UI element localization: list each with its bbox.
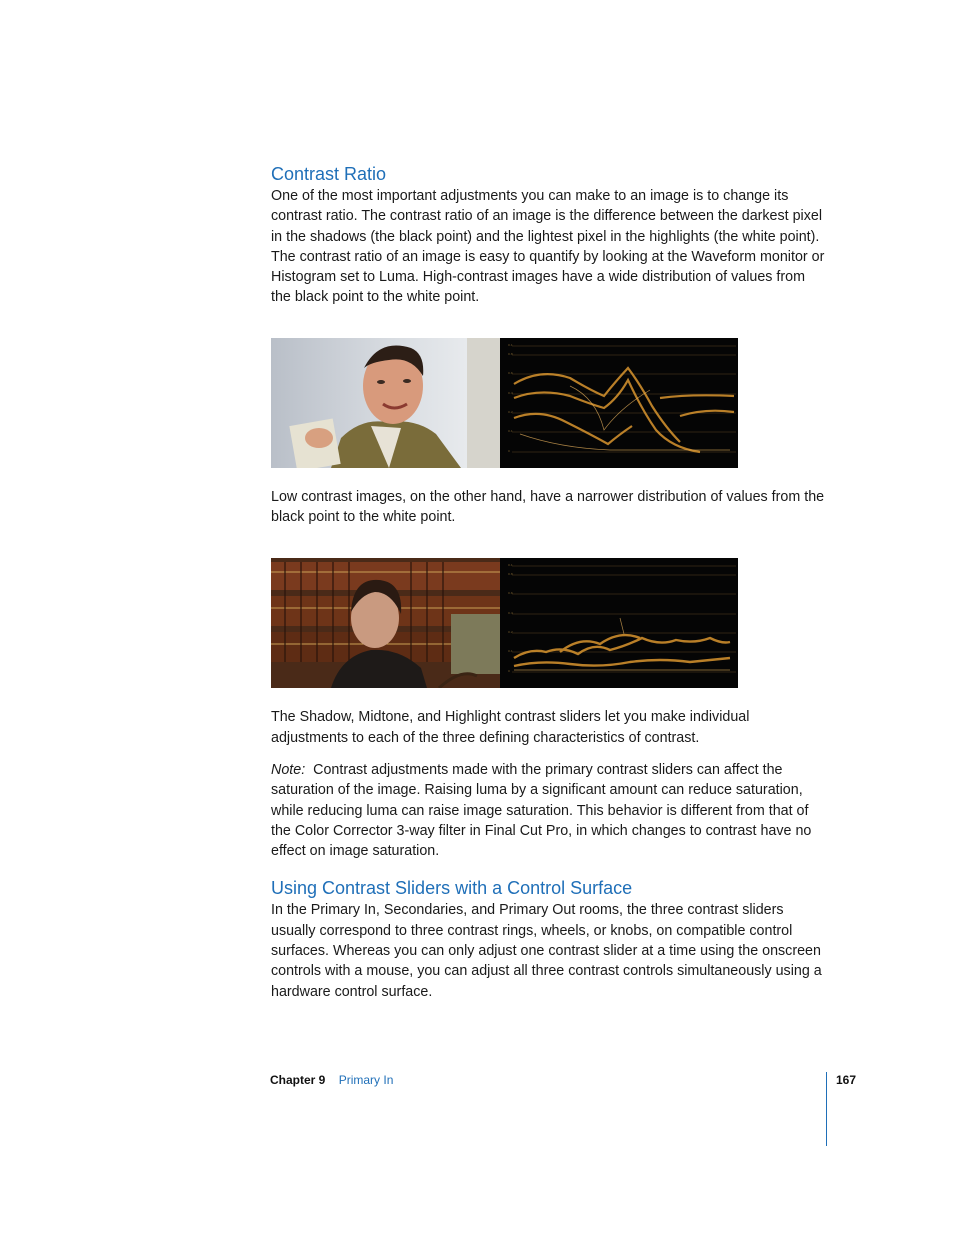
page-content	[271, 162, 827, 1002]
footer-section-link[interactable]: Primary In	[338, 1073, 394, 1087]
waveform-graph	[500, 338, 738, 468]
low-contrast-figure	[271, 558, 738, 688]
contrast-ratio-paragraph: One of the most important adjustments you can make to an image is to change its contrast ratio. The contrast ratio of an image is the difference between the darkest pixel in the shadows (the black point) and the lightest pixel in the highlights (the white point). The contrast ratio of an image is easy to quantify by looking at the Waveform monitor or Histogram set to Luma. High-contrast images have a wide distribution of values from the black point to the white point.	[271, 188, 825, 306]
high-contrast-figure	[271, 338, 738, 468]
svg-text:0.8: 0.8	[508, 351, 513, 356]
sliders-paragraph: The Shadow, Midtone, and Highlight contrast sliders let you make individual adjustments to each of the three defining characteristics of contrast.	[271, 709, 750, 746]
svg-text:0.2: 0.2	[508, 409, 513, 414]
svg-text:0.4: 0.4	[508, 390, 513, 395]
footer-chapter: Chapter 9	[270, 1073, 326, 1087]
svg-text:0.6: 0.6	[508, 591, 513, 596]
footer-divider	[826, 1072, 827, 1146]
high-contrast-photo	[271, 338, 500, 468]
svg-text:0.4: 0.4	[508, 611, 513, 616]
svg-text:0.8: 0.8	[508, 572, 513, 577]
svg-text:0.6: 0.6	[508, 370, 513, 375]
svg-text:0.2: 0.2	[508, 630, 513, 635]
svg-text:0.1: 0.1	[508, 563, 513, 568]
note-paragraph	[271, 760, 827, 861]
waveform-graph-2	[500, 558, 738, 688]
svg-text:0.1: 0.1	[508, 428, 513, 433]
page-footer	[270, 1073, 393, 1087]
page-number: 167	[836, 1073, 857, 1087]
svg-text:0: 0	[508, 669, 510, 674]
note-label: Note:	[271, 761, 306, 778]
control-surface-paragraph: In the Primary In, Secondaries, and Primary Out rooms, the three contrast sliders usually correspond to three contrast rings, wheels, or knobs, on compatible control surfaces. Whereas you can only adjust one contrast slider at a time using the onscreen controls with a mouse, you can adjust all three contrast controls simultaneously using a hardware control surface.	[271, 902, 822, 1000]
low-contrast-photo	[271, 558, 500, 688]
svg-text:0.1: 0.1	[508, 649, 513, 654]
svg-text:0.1: 0.1	[508, 342, 513, 347]
high-contrast-waveform	[500, 338, 738, 468]
note-text: Contrast adjustments made with the primary contrast sliders can affect the saturation of the image. Raising luma by a significant amount can reduce saturation, while reducing luma can raise image saturation. This behavior is different from that of the Color Corrector 3-way filter in Final Cut Pro, in which changes to contrast have no effect on image saturation.	[271, 761, 812, 860]
low-contrast-waveform	[500, 558, 738, 688]
low-contrast-paragraph: Low contrast images, on the other hand, have a narrower distribution of values from the black point to the white point.	[271, 488, 825, 526]
section-heading-control-surface: Using Contrast Sliders with a Control Surface	[271, 878, 633, 899]
svg-text:0: 0	[508, 448, 510, 453]
section-heading-contrast-ratio: Contrast Ratio	[271, 164, 387, 184]
